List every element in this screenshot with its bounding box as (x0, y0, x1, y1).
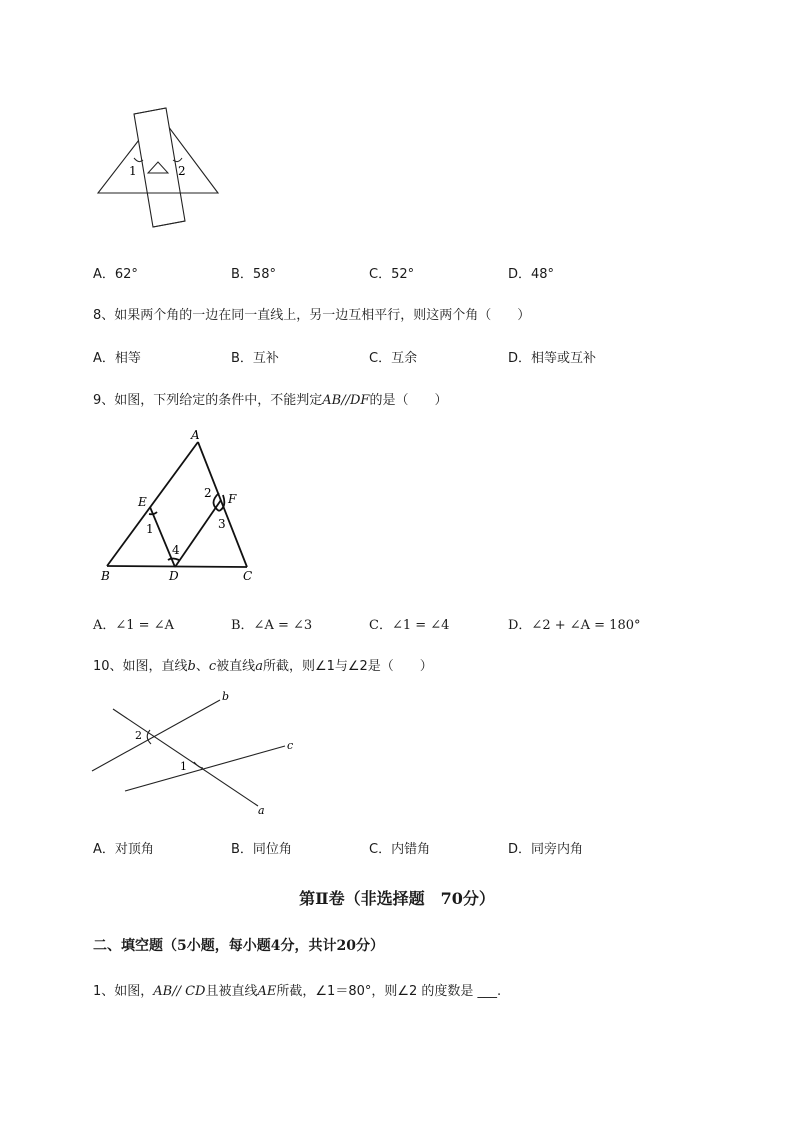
q10-stem (93, 655, 433, 674)
q10-stem-suffix: 所截，则∠1与∠2是（ ） (262, 659, 433, 674)
q10-label-2: 2 (135, 729, 142, 742)
q7-figure (92, 104, 227, 232)
q8-option-c: C．互余 (369, 351, 418, 366)
q7-label-2: 2 (178, 164, 186, 178)
fill1-mid2: 所截，∠1＝80°，则∠2 的度数是 ___. (276, 984, 502, 999)
q7-option-d: D．48° (508, 267, 555, 282)
q9-option-c: C．∠1 = ∠4 (369, 618, 450, 633)
section-title: 第Ⅱ卷（非选择题 70分） (299, 889, 495, 908)
q9-label-E: E (138, 495, 147, 509)
q7-option-c: C．52° (369, 267, 415, 282)
q10-label-b: b (222, 690, 230, 703)
q9-stem-prefix: 9、如图，下列给定的条件中，不能判定 (93, 393, 323, 408)
q9-figure (95, 430, 265, 585)
q10-stem-c: c (208, 659, 217, 674)
fill1-mid1: 且被直线 (205, 984, 258, 999)
q9-stem (93, 389, 447, 408)
q9-stem-math: AB//DF (322, 393, 370, 408)
q9-label-2: 2 (204, 486, 212, 500)
q7-label-1: 1 (129, 164, 137, 178)
q9-label-3: 3 (218, 517, 226, 531)
fill1-prefix: 1、如图， (93, 984, 154, 999)
q9-label-B: B (101, 569, 110, 583)
q10-figure (90, 688, 305, 818)
q10-option-d: D．同旁内角 (508, 842, 584, 857)
q10-stem-sep: 、 (195, 659, 209, 674)
q9-option-b: B．∠A = ∠3 (231, 618, 313, 633)
q10-stem-mid: 被直线 (216, 659, 256, 674)
q10-label-c: c (287, 739, 294, 752)
q10-stem-b: b (187, 659, 196, 674)
q7-option-b: B．58° (231, 267, 276, 282)
q10-option-a: A．对顶角 (93, 842, 154, 857)
section-subtitle: 二、填空题（5小题，每小题4分，共计20分） (93, 938, 384, 954)
q9-label-D: D (169, 569, 179, 583)
q9-option-a: A．∠1 = ∠A (93, 618, 174, 633)
q10-label-1: 1 (180, 760, 187, 773)
q7-option-a: A．62° (93, 267, 138, 282)
q10-label-a: a (258, 804, 265, 817)
q8-stem: 8、如果两个角的一边在同一直线上，另一边互相平行，则这两个角（ ） (93, 308, 531, 323)
q10-stem-a: a (255, 659, 263, 674)
fill1-math-ae: AE (257, 984, 277, 999)
q9-label-1: 1 (146, 522, 154, 536)
q10-stem-prefix: 10、如图，直线 (93, 659, 188, 674)
q10-option-c: C．内错角 (369, 842, 431, 857)
q8-option-d: D．相等或互补 (508, 351, 597, 366)
fill1-stem (93, 980, 501, 999)
q9-label-A: A (191, 430, 200, 442)
q8-option-b: B．互补 (231, 351, 279, 366)
q9-label-F: F (228, 492, 237, 506)
q9-label-4: 4 (172, 543, 180, 557)
q8-option-a: A．相等 (93, 351, 141, 366)
q10-option-b: B．同位角 (231, 842, 292, 857)
q9-label-C: C (243, 569, 253, 583)
fill1-math-ab-cd: AB// CD (153, 984, 206, 999)
q9-stem-suffix: 的是（ ） (369, 393, 448, 408)
q9-option-d: D．∠2 + ∠A = 180° (508, 618, 641, 633)
